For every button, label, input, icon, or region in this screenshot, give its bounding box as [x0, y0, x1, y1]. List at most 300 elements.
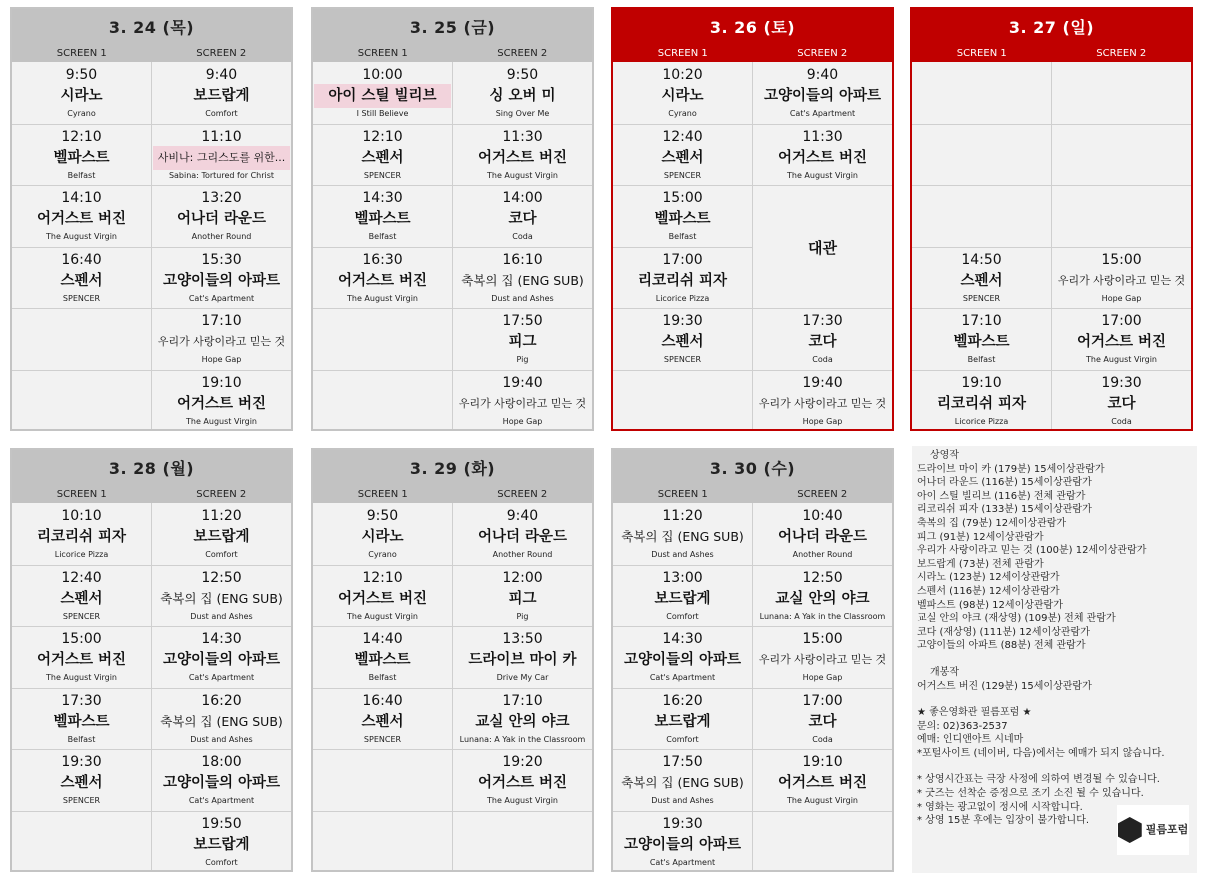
day-date: 3. 24 (목) [12, 9, 291, 44]
day-date: 3. 28 (월) [12, 450, 291, 485]
movie-title: 코다 [808, 713, 837, 730]
movie-title: 코다 [508, 211, 537, 228]
movie-title: 피그 [508, 590, 537, 607]
movie-english-title: The August Virgin [347, 611, 418, 621]
movie-english-title: The August Virgin [487, 170, 558, 180]
showtime-time: 12:00 [502, 569, 543, 586]
movie-title: 아이 스틸 빌리브 [314, 84, 451, 108]
showtime-slot[interactable] [453, 749, 592, 810]
screen-label: SCREEN 1 [56, 48, 107, 59]
showtime-time: 19:30 [662, 816, 703, 832]
movie-english-title: The August Virgin [487, 796, 558, 806]
info-panel [912, 446, 1197, 873]
screen-column [613, 503, 752, 870]
movie-english-title: Hope Gap [1101, 293, 1142, 303]
movie-english-title: SPENCER [62, 611, 101, 621]
movie-title: 어거스트 버진 [36, 652, 127, 669]
movie-english-title: Coda [512, 232, 533, 242]
screen-column [151, 62, 291, 429]
movie-english-title: Belfast [368, 232, 397, 242]
showtime-slot[interactable] [12, 124, 151, 185]
showtime-time: 19:10 [802, 754, 843, 771]
movie-title: 피그 [508, 334, 537, 351]
movie-english-title: Sing Over Me [495, 109, 550, 118]
showtime-slot[interactable] [753, 124, 892, 185]
movie-title: 고양이들의 아파트 [623, 837, 742, 853]
screen-label: SCREEN 2 [196, 489, 247, 500]
showtime-slot[interactable] [152, 62, 291, 123]
showing-item: 어나더 라운드 (116분) 15세이상관람가 [917, 477, 1092, 489]
screen-column [1051, 62, 1191, 429]
day-panel [611, 7, 894, 431]
showtime-time: 17:00 [662, 251, 703, 268]
showing-item: 고양이들의 아파트 (88분) 전체 관람가 [917, 640, 1086, 652]
movie-english-title: SPENCER [962, 293, 1001, 303]
showing-item: 시라노 (123분) 12세이상관람가 [917, 572, 1060, 584]
showtime-slot[interactable] [613, 811, 752, 872]
film-forum-logo [1117, 805, 1189, 855]
showtime-time: 10:40 [802, 508, 843, 524]
showing-item: 보드랍게 (73분) 전체 관람가 [917, 558, 1044, 570]
showtime-time: 11:30 [502, 128, 543, 145]
showtime-slot[interactable] [12, 185, 151, 246]
movie-english-title: The August Virgin [787, 796, 858, 806]
showtime-slot[interactable] [313, 62, 452, 123]
showtime-time: 19:20 [502, 754, 543, 771]
movie-english-title: The August Virgin [186, 417, 257, 426]
showtime-slot[interactable] [613, 62, 752, 123]
showtime-time: 19:10 [201, 375, 242, 391]
contact-line: ★ 좋은영화관 필름포럼 ★ [917, 707, 1032, 719]
showtime-slot[interactable] [613, 626, 752, 687]
day-panel [910, 7, 1193, 431]
movie-english-title: Lunana: A Yak in the Classroom [459, 734, 586, 744]
showtime-time: 9:50 [65, 67, 98, 83]
showtime-time: 17:30 [802, 313, 843, 330]
movie-english-title: The August Virgin [347, 293, 418, 303]
movie-english-title: Cyrano [368, 550, 397, 559]
showtime-slot[interactable] [152, 185, 291, 246]
showing-item: 스펜서 (116분) 12세이상관람가 [917, 585, 1060, 597]
showtime-time: 9:40 [506, 508, 539, 524]
showtime-slot[interactable] [613, 503, 752, 564]
showtime-time: 15:00 [662, 190, 703, 207]
showtime-time: 17:10 [961, 313, 1002, 330]
day-panel [311, 448, 594, 872]
showtime-time: 17:50 [502, 313, 543, 330]
movie-english-title: I Still Believe [356, 109, 409, 118]
movie-english-title: Belfast [967, 355, 996, 365]
showtime-time: 17:00 [1101, 313, 1142, 330]
movie-title: 고양이들의 아파트 [162, 775, 281, 792]
showing-item: 교실 안의 야크 (재상영) (109분) 전체 관람가 [917, 613, 1116, 625]
showtime-slot[interactable] [753, 749, 892, 810]
screen-column [912, 62, 1051, 429]
showtime-slot[interactable] [313, 247, 452, 308]
showtime-slot[interactable] [613, 247, 752, 308]
movie-title: 어거스트 버진 [1076, 334, 1167, 351]
showtime-slot[interactable] [1052, 247, 1191, 308]
movie-english-title: Cat's Apartment [188, 796, 255, 806]
movie-english-title: Hope Gap [802, 417, 843, 426]
movie-title: 우리가 사랑이라고 믿는 것 [157, 335, 286, 349]
movie-title: 우리가 사랑이라고 믿는 것 [758, 397, 887, 410]
showtime-slot[interactable] [613, 308, 752, 369]
movie-title: 리코리쉬 피자 [637, 272, 728, 289]
showtime-slot[interactable] [613, 688, 752, 749]
showing-item: 우리가 사랑이라고 믿는 것 (100분) 12세이상관람가 [917, 545, 1147, 557]
showtime-slot[interactable] [453, 62, 592, 123]
showtime-slot[interactable] [152, 370, 291, 431]
showtime-slot[interactable] [453, 688, 592, 749]
showtime-time: 9:40 [205, 67, 238, 83]
day-panel [611, 448, 894, 872]
showtime-time: 9:50 [506, 67, 539, 83]
screen-column [313, 62, 452, 429]
showtime-slot[interactable] [753, 688, 892, 749]
contact-line: 예매: 인디앤아트 시네마 [917, 734, 1024, 746]
movie-title: 벨파스트 [354, 652, 411, 669]
showtime-slot[interactable] [12, 688, 151, 749]
movie-title: 어거스트 버진 [337, 590, 428, 607]
showtime-slot[interactable] [152, 247, 291, 308]
showtime-time: 16:10 [502, 251, 543, 268]
showtime-slot[interactable] [753, 626, 892, 687]
day-date: 3. 26 (토) [613, 9, 892, 44]
movie-title: 축복의 집 (ENG SUB) [461, 272, 584, 288]
screen-label: SCREEN 2 [797, 489, 848, 500]
showtime-time: 14:30 [662, 631, 703, 648]
showtime-slot[interactable] [753, 503, 892, 564]
movie-title: 고양이들의 아파트 [162, 652, 281, 669]
movie-english-title: Cat's Apartment [188, 293, 255, 303]
movie-english-title: Sabina: Tortured for Christ [168, 170, 275, 180]
showtime-slot[interactable] [313, 503, 452, 564]
showtime-slot[interactable] [453, 308, 592, 369]
movie-english-title: Licorice Pizza [954, 417, 1009, 426]
screen-header [613, 44, 892, 62]
movie-title: 교실 안의 야크 [775, 590, 870, 607]
movie-english-title: Comfort [666, 611, 699, 621]
showtime-time: 11:20 [662, 508, 703, 524]
movie-english-title: The August Virgin [46, 232, 117, 242]
showing-heading: 상영작 [930, 450, 959, 461]
movie-title: 사비나: 그리스도를 위한... [153, 146, 290, 170]
showtime-slot[interactable] [12, 565, 151, 626]
showtime-slot[interactable] [453, 185, 592, 246]
contact-line: 문의: 02)363-2537 [917, 720, 1008, 732]
movie-title: 어거스트 버진 [337, 272, 428, 289]
screen-label: SCREEN 1 [657, 489, 708, 500]
movie-english-title: Comfort [205, 109, 238, 118]
showtime-slot[interactable] [453, 503, 592, 564]
new-release-item: 어거스트 버진 (129분) 15세이상관람가 [917, 680, 1092, 692]
movie-english-title: Cat's Apartment [649, 673, 716, 683]
movie-english-title: SPENCER [363, 734, 402, 744]
day-date: 3. 27 (일) [912, 9, 1191, 44]
screen-label: SCREEN 1 [657, 48, 708, 59]
showtime-time: 12:10 [61, 128, 102, 145]
screen-label: SCREEN 1 [56, 489, 107, 500]
showtime-slot[interactable] [453, 247, 592, 308]
showtime-time: 12:40 [662, 128, 703, 145]
movie-english-title: Cat's Apartment [649, 858, 716, 867]
showtime-time: 17:00 [802, 692, 843, 709]
showtime-time: 14:40 [362, 631, 403, 648]
showtime-time: 13:00 [662, 569, 703, 586]
showtime-slot[interactable] [12, 247, 151, 308]
day-panel [311, 7, 594, 431]
movie-title: 어나더 라운드 [176, 211, 267, 228]
movie-title: 벨파스트 [53, 149, 110, 166]
movie-english-title: SPENCER [363, 170, 402, 180]
showtime-slot[interactable] [453, 370, 592, 431]
screen-label: SCREEN 2 [497, 489, 548, 500]
movie-english-title: Comfort [666, 734, 699, 744]
showtime-time: 14:50 [961, 251, 1002, 268]
showtime-slot[interactable] [152, 688, 291, 749]
showtime-slot[interactable] [152, 124, 291, 185]
showtime-slot[interactable] [313, 124, 452, 185]
movie-english-title: Dust and Ashes [651, 796, 714, 806]
movie-title: 리코리쉬 피자 [36, 529, 127, 545]
showtime-time: 15:00 [1101, 251, 1142, 268]
new-release-heading: 개봉작 [930, 666, 959, 678]
movie-title: 고양이들의 아파트 [623, 652, 742, 669]
movie-title: 시라노 [361, 529, 404, 545]
showtime-slot[interactable] [753, 565, 892, 626]
movie-title: 축복의 집 (ENG SUB) [160, 713, 283, 729]
movie-title: 스펜서 [960, 272, 1003, 289]
showtime-time: 19:30 [1101, 375, 1142, 391]
screen-label: SCREEN 1 [357, 489, 408, 500]
showtime-slot[interactable] [453, 626, 592, 687]
screen-column [452, 503, 592, 870]
showtime-slot[interactable] [152, 749, 291, 810]
showtime-slot[interactable] [313, 565, 452, 626]
movie-english-title: Pig [516, 355, 529, 365]
showtime-slot[interactable] [313, 185, 452, 246]
movie-title: 리코리쉬 피자 [936, 396, 1027, 412]
showtime-slot[interactable] [1052, 308, 1191, 369]
showtime-slot[interactable] [152, 308, 291, 369]
screen-label: SCREEN 1 [956, 48, 1007, 59]
movie-english-title: The August Virgin [787, 170, 858, 180]
showtime-slot[interactable] [313, 626, 452, 687]
movie-title: 벨파스트 [953, 334, 1010, 351]
showtime-slot[interactable] [912, 370, 1051, 431]
showtime-slot[interactable] [753, 62, 892, 123]
day-date: 3. 30 (수) [613, 450, 892, 485]
showtime-time: 17:50 [662, 754, 703, 771]
note-line: * 굿즈는 선착순 증정으로 조기 소진 될 수 있습니다. [917, 788, 1144, 800]
movie-title: 우리가 사랑이라고 믿는 것 [458, 397, 587, 410]
note-line: * 영화는 광고없이 정시에 시작합니다. [917, 801, 1083, 813]
movie-title: 벨파스트 [654, 211, 711, 228]
screen-label: SCREEN 2 [196, 48, 247, 59]
screen-column [752, 62, 892, 429]
movie-title: 교실 안의 야크 [475, 713, 570, 730]
showtime-time: 18:00 [201, 754, 242, 771]
showtime-time: 16:20 [201, 692, 242, 709]
movie-english-title: Belfast [67, 734, 96, 744]
showing-item: 피그 (91분) 12세이상관람가 [917, 531, 1044, 543]
movie-title: 보드랍게 [654, 713, 711, 730]
day-panel [10, 448, 293, 872]
screen-header [912, 44, 1191, 62]
movie-title: 어나더 라운드 [477, 529, 568, 545]
movie-english-title: Licorice Pizza [655, 293, 710, 303]
movie-english-title: SPENCER [62, 293, 101, 303]
showtime-slot[interactable] [152, 565, 291, 626]
note-line: * 상영 15분 후에는 입장이 불가합니다. [917, 815, 1090, 827]
showtime-time: 12:10 [362, 128, 403, 145]
showing-item: 축복의 집 (79분) 12세이상관람가 [917, 517, 1067, 529]
movie-title: 어거스트 버진 [777, 775, 868, 792]
movie-english-title: SPENCER [663, 355, 702, 365]
movie-title: 어거스트 버진 [477, 149, 568, 166]
showtime-time: 13:50 [502, 631, 543, 648]
movie-english-title: SPENCER [62, 796, 101, 806]
showtime-time: 11:30 [802, 128, 843, 145]
movie-title: 보드랍게 [193, 837, 250, 853]
movie-title: 스펜서 [361, 713, 404, 730]
movie-title: 스펜서 [361, 149, 404, 166]
movie-english-title: Licorice Pizza [54, 550, 109, 559]
showtime-time: 12:40 [61, 569, 102, 586]
showtime-time: 10:20 [662, 67, 703, 83]
movie-title: 우리가 사랑이라고 믿는 것 [758, 653, 887, 667]
screen-column [452, 62, 592, 429]
movie-title: 고양이들의 아파트 [763, 88, 882, 104]
screen-header [313, 485, 592, 503]
movie-english-title: SPENCER [663, 170, 702, 180]
movie-title: 코다 [1107, 396, 1136, 412]
movie-title: 축복의 집 (ENG SUB) [621, 529, 744, 544]
showtime-slot[interactable] [613, 565, 752, 626]
showtime-slot[interactable] [1052, 370, 1191, 431]
showtime-slot[interactable] [12, 503, 151, 564]
movie-title: 보드랍게 [654, 590, 711, 607]
movie-english-title: Pig [516, 611, 529, 621]
showtime-time: 13:20 [201, 190, 242, 207]
showtime-time: 16:40 [362, 692, 403, 709]
movie-english-title: The August Virgin [1086, 355, 1157, 365]
showtime-slot[interactable] [152, 811, 291, 872]
movie-english-title: Cyrano [67, 109, 96, 118]
logo-text: 필름포럼 [1145, 823, 1189, 837]
movie-english-title: Hope Gap [201, 355, 242, 365]
screen-label: SCREEN 1 [357, 48, 408, 59]
showing-item: 아이 스틸 빌리브 (116분) 전체 관람가 [917, 490, 1086, 502]
showtime-slot[interactable] [613, 749, 752, 810]
screen-header [12, 44, 291, 62]
movie-title: 어거스트 버진 [36, 211, 127, 228]
movie-title: 고양이들의 아파트 [162, 272, 281, 289]
new-release-list [917, 680, 1193, 694]
showtime-slot[interactable] [453, 565, 592, 626]
showtime-time: 10:00 [362, 67, 403, 83]
movie-english-title: Hope Gap [802, 673, 843, 683]
showtime-slot[interactable] [152, 503, 291, 564]
day-panel [10, 7, 293, 431]
showtime-time: 16:30 [362, 251, 403, 268]
movie-title: 스펜서 [60, 590, 103, 607]
day-date: 3. 29 (화) [313, 450, 592, 485]
rental-closed-label: 대관 [808, 238, 837, 257]
screen-column [613, 62, 752, 429]
movie-title: 어거스트 버진 [777, 149, 868, 166]
showtime-time: 16:20 [662, 692, 703, 709]
movie-english-title: Cyrano [668, 109, 697, 118]
screen-header [12, 485, 291, 503]
showtime-slot[interactable] [753, 370, 892, 431]
showtime-slot[interactable] [12, 626, 151, 687]
showing-item: 벨파스트 (98분) 12세이상관람가 [917, 599, 1063, 611]
showtime-time: 19:30 [61, 754, 102, 771]
showtime-time: 11:10 [201, 128, 242, 145]
showtime-slot[interactable] [313, 688, 452, 749]
showing-item: 코다 (재상영) (111분) 12세이상관람가 [917, 626, 1090, 638]
movie-english-title: Belfast [668, 232, 697, 242]
movie-title: 스펜서 [60, 272, 103, 289]
showtime-time: 16:40 [61, 251, 102, 268]
showtime-slot[interactable] [12, 62, 151, 123]
movie-english-title: Belfast [368, 673, 397, 683]
screen-header [313, 44, 592, 62]
screen-column [12, 503, 151, 870]
movie-title: 우리가 사랑이라고 믿는 것 [1057, 273, 1186, 287]
movie-english-title: Coda [812, 734, 833, 744]
showtime-time: 15:00 [802, 631, 843, 648]
movie-english-title: Comfort [205, 550, 238, 559]
showtime-time: 19:40 [802, 375, 843, 391]
movie-english-title: Coda [1111, 417, 1132, 426]
showtime-time: 12:50 [802, 569, 843, 586]
movie-english-title: Coda [812, 355, 833, 365]
showtime-time: 17:10 [502, 692, 543, 709]
showing-item: 리코리쉬 피자 (133분) 15세이상관람가 [917, 504, 1092, 516]
contact-info [917, 706, 1193, 760]
showtime-time: 17:10 [201, 313, 242, 330]
movie-english-title: Another Round [492, 550, 553, 559]
day-date: 3. 25 (금) [313, 9, 592, 44]
movie-english-title: Drive My Car [496, 673, 549, 683]
movie-english-title: Dust and Ashes [190, 734, 253, 744]
showtime-slot[interactable] [912, 308, 1051, 369]
movie-title: 어거스트 버진 [477, 775, 568, 792]
movie-english-title: Belfast [67, 170, 96, 180]
movie-title: 시라노 [661, 88, 704, 104]
screen-column [313, 503, 452, 870]
showtime-slot[interactable] [12, 749, 151, 810]
screen-label: SCREEN 2 [497, 48, 548, 59]
movie-english-title: Cat's Apartment [188, 673, 255, 683]
movie-title: 싱 오버 미 [489, 88, 556, 104]
showtime-slot[interactable] [613, 185, 752, 246]
showtime-time: 15:00 [61, 631, 102, 648]
showtime-slot[interactable] [912, 247, 1051, 308]
showtime-slot[interactable] [753, 308, 892, 369]
showtime-time: 19:40 [502, 375, 543, 391]
movie-english-title: Another Round [792, 550, 853, 559]
showtime-slot[interactable] [453, 124, 592, 185]
showtime-slot[interactable] [152, 626, 291, 687]
showtime-time: 14:00 [502, 190, 543, 207]
showtime-time: 14:30 [362, 190, 403, 207]
showtime-slot[interactable] [613, 124, 752, 185]
showtime-time: 11:20 [201, 508, 242, 524]
